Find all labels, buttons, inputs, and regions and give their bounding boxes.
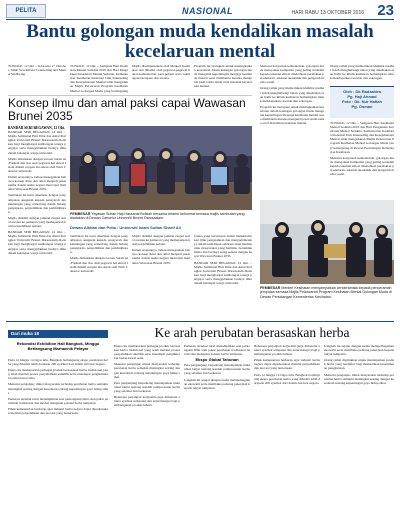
article1-paragraph: Program ini bertujuan untuk meningkatkan kesedaran dalam kalangan golongan muda mengenai kepentingan menjaga kesihatan mental serta membantu mereka mengenal pasti tanda-tanda awal masalah kecelaruan mental. [260,104,324,126]
article1-paragraph: TUNGKU, 12 Okt. – Sempena Hari Kesihatan Mental Sedunia 2016 dan Hari Pengakuan Kesedaran Mental Sedunia, Kementerian Kesihatan menerusi Unit Kaunseling dan Kesejahteraan Mental telah mengadakan Majlis Pelancaran Program Kesihatan Mental Golongan Muda yang berlangsung [70,64,128,93]
article1-col6 [330,64,394,84]
article2-col4 [194,234,252,318]
article1-paragraph: Orang ramai yang memerlukan khidmat nasihat boleh menghubungi talian yang disediakan atau hadir ke klinik kesihatan berhampiran untuk mendapatkan rawatan dan sokongan. [260,86,324,103]
article3-col2 [114,344,180,512]
continued-from-bar: Dari muka 18 [8,330,108,338]
article1-paragraph: Menurut kenyataan kementerian, golongan muda merupakan kumpulan yang paling terdedah kepada tekanan emosi disebabkan perubahan persekitaran, tekanan akademik dan pengaruh media sosial. [330,155,394,177]
byline-line: Pg. Osman [351,104,373,109]
article2-paragraph: Majlis diakhiri dengan jamuan ringan serta lawatan ke pameran yang memaparkan hasil penyelidikan pelajar. [132,234,190,247]
section-title: NASIONAL [182,6,233,16]
byline-box [330,86,394,118]
article3-col1 [8,358,108,512]
article3-paragraph: Pihak kementerian berharap agar industri herba negara dapat diperkasakan melalui penyelidikan dan inovasi yang berterusan. [254,358,320,371]
article1-col7 [330,121,394,199]
article3-paragraph: Beberapa perjanjian kerjasama juga dimeterai antara syarikat tempatan dan antarabangsa bagi pembangunan produk baharu. [254,344,320,357]
article3-paragraph: Langkah ini sejajar dengan usaha mempelbagaikan ekonomi serta membuka peluang pekerjaan kepada rakyat tempatan. [184,377,250,390]
article3-paragraph: Beberapa perjanjian kerjasama juga dimeterai antara syarikat tempatan dan antarabangsa bagi pembangunan produk baharu. [114,395,180,408]
photo1-title: Dewan Alkitan dan Pelia : Universiti Islam Sultan Sharif Ali [70,225,181,230]
section-divider [6,321,394,322]
photo2-caption-text: Menteri Kesihatan menyampaikan cenderamata kepada penceramah jemputan semasa Majlis Pelancaran Program Kesihatan Mental Golongan Muda di Dewan Persidangan Kementerian Kesihatan. [260,286,392,299]
article3-paragraph: Menurut penganjur, minat masyarakat terhadap perubatan herba semakin meningkat seiring dengan kesedaran tentang kepentingan gaya hidup sihat. [8,382,108,395]
photo1-caption [70,212,252,225]
article1-paragraph: TUNGKU, 12 Okt. – Sempena Hari Kesihatan Mental Sedunia 2016 dan Hari Pengakuan Kesedaran Mental Sedunia, Kementerian Kesihatan menerusi Unit Kaunseling dan Kesejahteraan Mental telah mengadakan Majlis Pelancaran Program Kesihatan Mental Golongan Muda yang berlangsung di Dewan Persidangan Kementerian Kesihatan. [330,121,394,154]
article3-paragraph: Pada 12 hingga 14 Ogos lalu, Bangkok berlangsung ekspo perubatan herba yang dihadiri lebih daripada 200 syarikat dari dalam dan luar negara. [8,358,108,367]
article1-col4 [194,64,252,94]
article2-paragraph: Majlis dimulakan dengan bacaan Surah Al-Fatihah dan doa oleh pegawai hal ehwal Islam diikuti ucapan alu-aluan oleh Naib Canselor universiti. [8,156,66,173]
photo1-caption-text: Yayasan Sultan Haji Hassanal Bolkiah bersama tetamu kehormat semasa majlis sambutan yang diadakan di Dewan Canselor Universiti Brunei Darussalam. [70,212,245,221]
article2-paragraph: BANDAR SERI BEGAWAN, 12 Okt. – Majlis Sambutan Hari Ilmu dan Amal Peringkat Universiti Brunei Darussalam diadakan bagi menghargai sumbangan tenaga pengajar serta menggalakkan budaya ilmu dalam kalangan warga universiti. [8,230,66,255]
article1-col2 [70,64,128,94]
article3-paragraph: Para pengunjung berpeluang mendapatkan maklumat lanjut tentang kaedah pemprosesan herba yang selamat dan berkesan. [114,380,180,393]
article1-paragraph: Program ini bertujuan untuk meningkatkan kesedaran dalam kalangan golongan muda mengenai kepentingan menjaga kesihatan mental serta membantu mereka mengenal pasti tanda-tanda awal masalah kecelaruan mental. [194,64,252,89]
byline-line: Oleh : Dk Radzahira [343,89,381,94]
article2-paragraph: Sambutan itu turut diserikan dengan penyampaian anugerah kepada pensyarah dan kakitangan yang cemerlang dalam bidang pengajaran, penyelidikan dan perkhidmatan. [70,234,128,255]
article1-paragraph: Orang ramai yang memerlukan khidmat nasihat boleh menghubungi talian yang disediakan atau hadir ke klinik kesihatan berhampiran untuk mendapatkan rawatan dan sokongan. [330,64,394,81]
article3-paragraph: Pameran tersebut turut menampilkan sesi perkongsian ilmu oleh pakar perubatan tradisional dan moden mengenai potensi herba tempatan. [8,396,108,405]
article2-col3 [132,234,190,318]
article2-dateline: BANDAR SERI BEGAWAN, 12 Okt. [8,126,65,130]
event-photo-1 [70,126,252,210]
event-photo-2 [260,200,394,284]
article3-paragraph: Para pengunjung berpeluang mendapatkan maklumat lanjut tentang kaedah pemprosesan herba yang selamat dan berkesan. [184,363,250,376]
article3-col4 [254,344,320,512]
newspaper-logo: PELITA [6,4,46,18]
article3-paragraph: Pameran tersebut turut menampilkan sesi perkongsian ilmu oleh pakar perubatan tradisional dan moden mengenai potensi herba tempatan. [184,344,250,357]
article2-paragraph: Majlis dimulakan dengan bacaan Surah Al-Fatihah dan doa oleh pegawai hal ehwal Islam diikuti ucapan alu-aluan oleh Naib Canselor universiti. [70,256,128,273]
article2-paragraph: BANDAR SERI BEGAWAN, 12 Okt. – Majlis Sambutan Hari Ilmu dan Amal Peringkat Universiti Brunei Darussalam diadakan bagi menghargai sumbangan tenaga pengajar serta menggalakkan budaya ilmu dalam kalangan warga universiti. [8,130,66,155]
article1-dateline: TUNGKU, 12 Okt. – Kira-kira 17 Oktober, Minit Sewaimana Counselling and Mental Wellbeing [8,64,66,77]
article3-paragraph: Pihak kementerian berharap agar industri herba negara dapat diperkasakan melalui penyelidikan dan inovasi yang berterusan. [8,406,108,416]
main-headline: Bantu golongan muda kendalikan masalah kecelaruan mental [26,21,374,62]
byline-line: Pg. Haji Ahmad [347,94,377,99]
article1-col3 [132,64,190,94]
page-header [6,4,394,20]
page-number: 23 [377,2,394,19]
photo1-caption-lead: PEMBESAR [70,212,91,216]
article3-col5 [324,344,394,512]
article2-paragraph: Dalam ucapannya, beliau menegaskan bahawa konsep ilmu dan amal menjadi paksi utama dalam usaha negara mencapai matlamat Wawasan Brunei 2035. [132,248,190,265]
article2-paragraph: Usaha yang berterusan dalam memartabatkan ilmu pengetahuan dan mengamalkannya dalam kehidupan seharian akan membentuk masyarakat yang berilmu, berakhlak mulia dan berdaya saing selaras dengan hasrat Wawasan Brunei 2035. [194,234,252,259]
article2-paragraph: BANDAR SERI BEGAWAN, 12 Okt. – Majlis Sambutan Hari Ilmu dan Amal Peringkat Universiti Brunei Darussalam diadakan bagi menghargai sumbangan tenaga pengajar serta menggalakkan budaya ilmu dalam kalangan warga universiti. [194,260,252,286]
article2-paragraph: Sambutan itu turut diserikan dengan penyampaian anugerah kepada pensyarah dan kakitangan yang cemerlang dalam bidang pengajaran, penyelidikan dan perkhidmatan. [8,193,66,214]
article3-paragraph: Orang ramai digalakkan untuk mendapatkan produk herba yang berdaftar bagi memastikan keselamatan penggunaan. [324,358,394,371]
article2-col1 [8,126,66,318]
article3-paragraph: Menurut penganjur, minat masyarakat terhadap perubatan herba semakin meningkat seiring dengan kesedaran tentang kepentingan gaya hidup sihat. [114,362,180,379]
article3-paragraph: Ekspo itu memaparkan pelbagai produk berasaskan herba tradisional yang telah melalui proses penyelidikan saintifik serta mendapat pengiktirafan badan kawal selia. [114,344,180,361]
article3-left-subhead: Rekondisi Exhibition Hall Bangkok, Minggu Berlangsung Marhaenik Pelayar [16,341,100,351]
byline-line: Foto : Dk. Nur Hafiah [342,99,382,104]
article2-paragraph: Dalam ucapannya, beliau menegaskan bahawa konsep ilmu dan amal menjadi paksi utama dalam usaha negara mencapai matlamat Wawasan Brunei 2035. [8,175,66,192]
article3-paragraph: Langkah ini sejajar dengan usaha mempelbagaikan ekonomi serta membuka peluang pekerjaan kepada rakyat tempatan. [324,344,394,357]
article3-paragraph: Ekspo itu memaparkan pelbagai produk berasaskan herba tradisional yang telah melalui proses penyelidikan saintifik serta mendapat pengiktirafan badan kawal selia. [8,368,108,381]
article3-col3 [184,344,250,512]
article2-col2 [70,234,128,318]
article2-paragraph: Majlis diakhiri dengan jamuan ringan serta lawatan ke pameran yang memaparkan hasil penyelidikan pelajar. [8,215,66,229]
photo2-caption [260,286,394,316]
article3-headline: Ke arah perubatan berasaskan herba [154,325,350,340]
article1-paragraph: Majlis disempurnakan oleh Menteri Kesihatan dan dihadiri oleh pegawai-pegawai kanan kementerian, para pelajar serta wakil agensi kerajaan dan swasta. [132,64,190,81]
article1-col1 [8,64,66,94]
article3-paragraph: Pada 12 hingga 14 Ogos lalu, Bangkok berlangsung ekspo perubatan herba yang dihadiri lebih daripada 200 syarikat dari dalam dan luar negara. [254,372,320,385]
article1-col5 [260,64,324,198]
article3-mid-subhead: Ekspo Global Tahunan [195,357,239,363]
article1-paragraph: Menurut kenyataan kementerian, golongan muda merupakan kumpulan yang paling terdedah kepada tekanan emosi disebabkan perubahan persekitaran, tekanan akademik dan pengaruh media sosial. [260,64,324,85]
photo2-caption-lead: PEMBESAR [260,286,281,290]
article2-headline: Konsep ilmu dan amal paksi capai Wawasan Brunei 2035 [8,96,246,123]
article3-paragraph: Menurut penganjur, minat masyarakat terhadap perubatan herba semakin meningkat seiring dengan kesedaran tentang kepentingan gaya hidup sihat. [324,372,394,385]
issue-date: HARI RABU 13 OKTOBER 2016 [291,10,364,16]
